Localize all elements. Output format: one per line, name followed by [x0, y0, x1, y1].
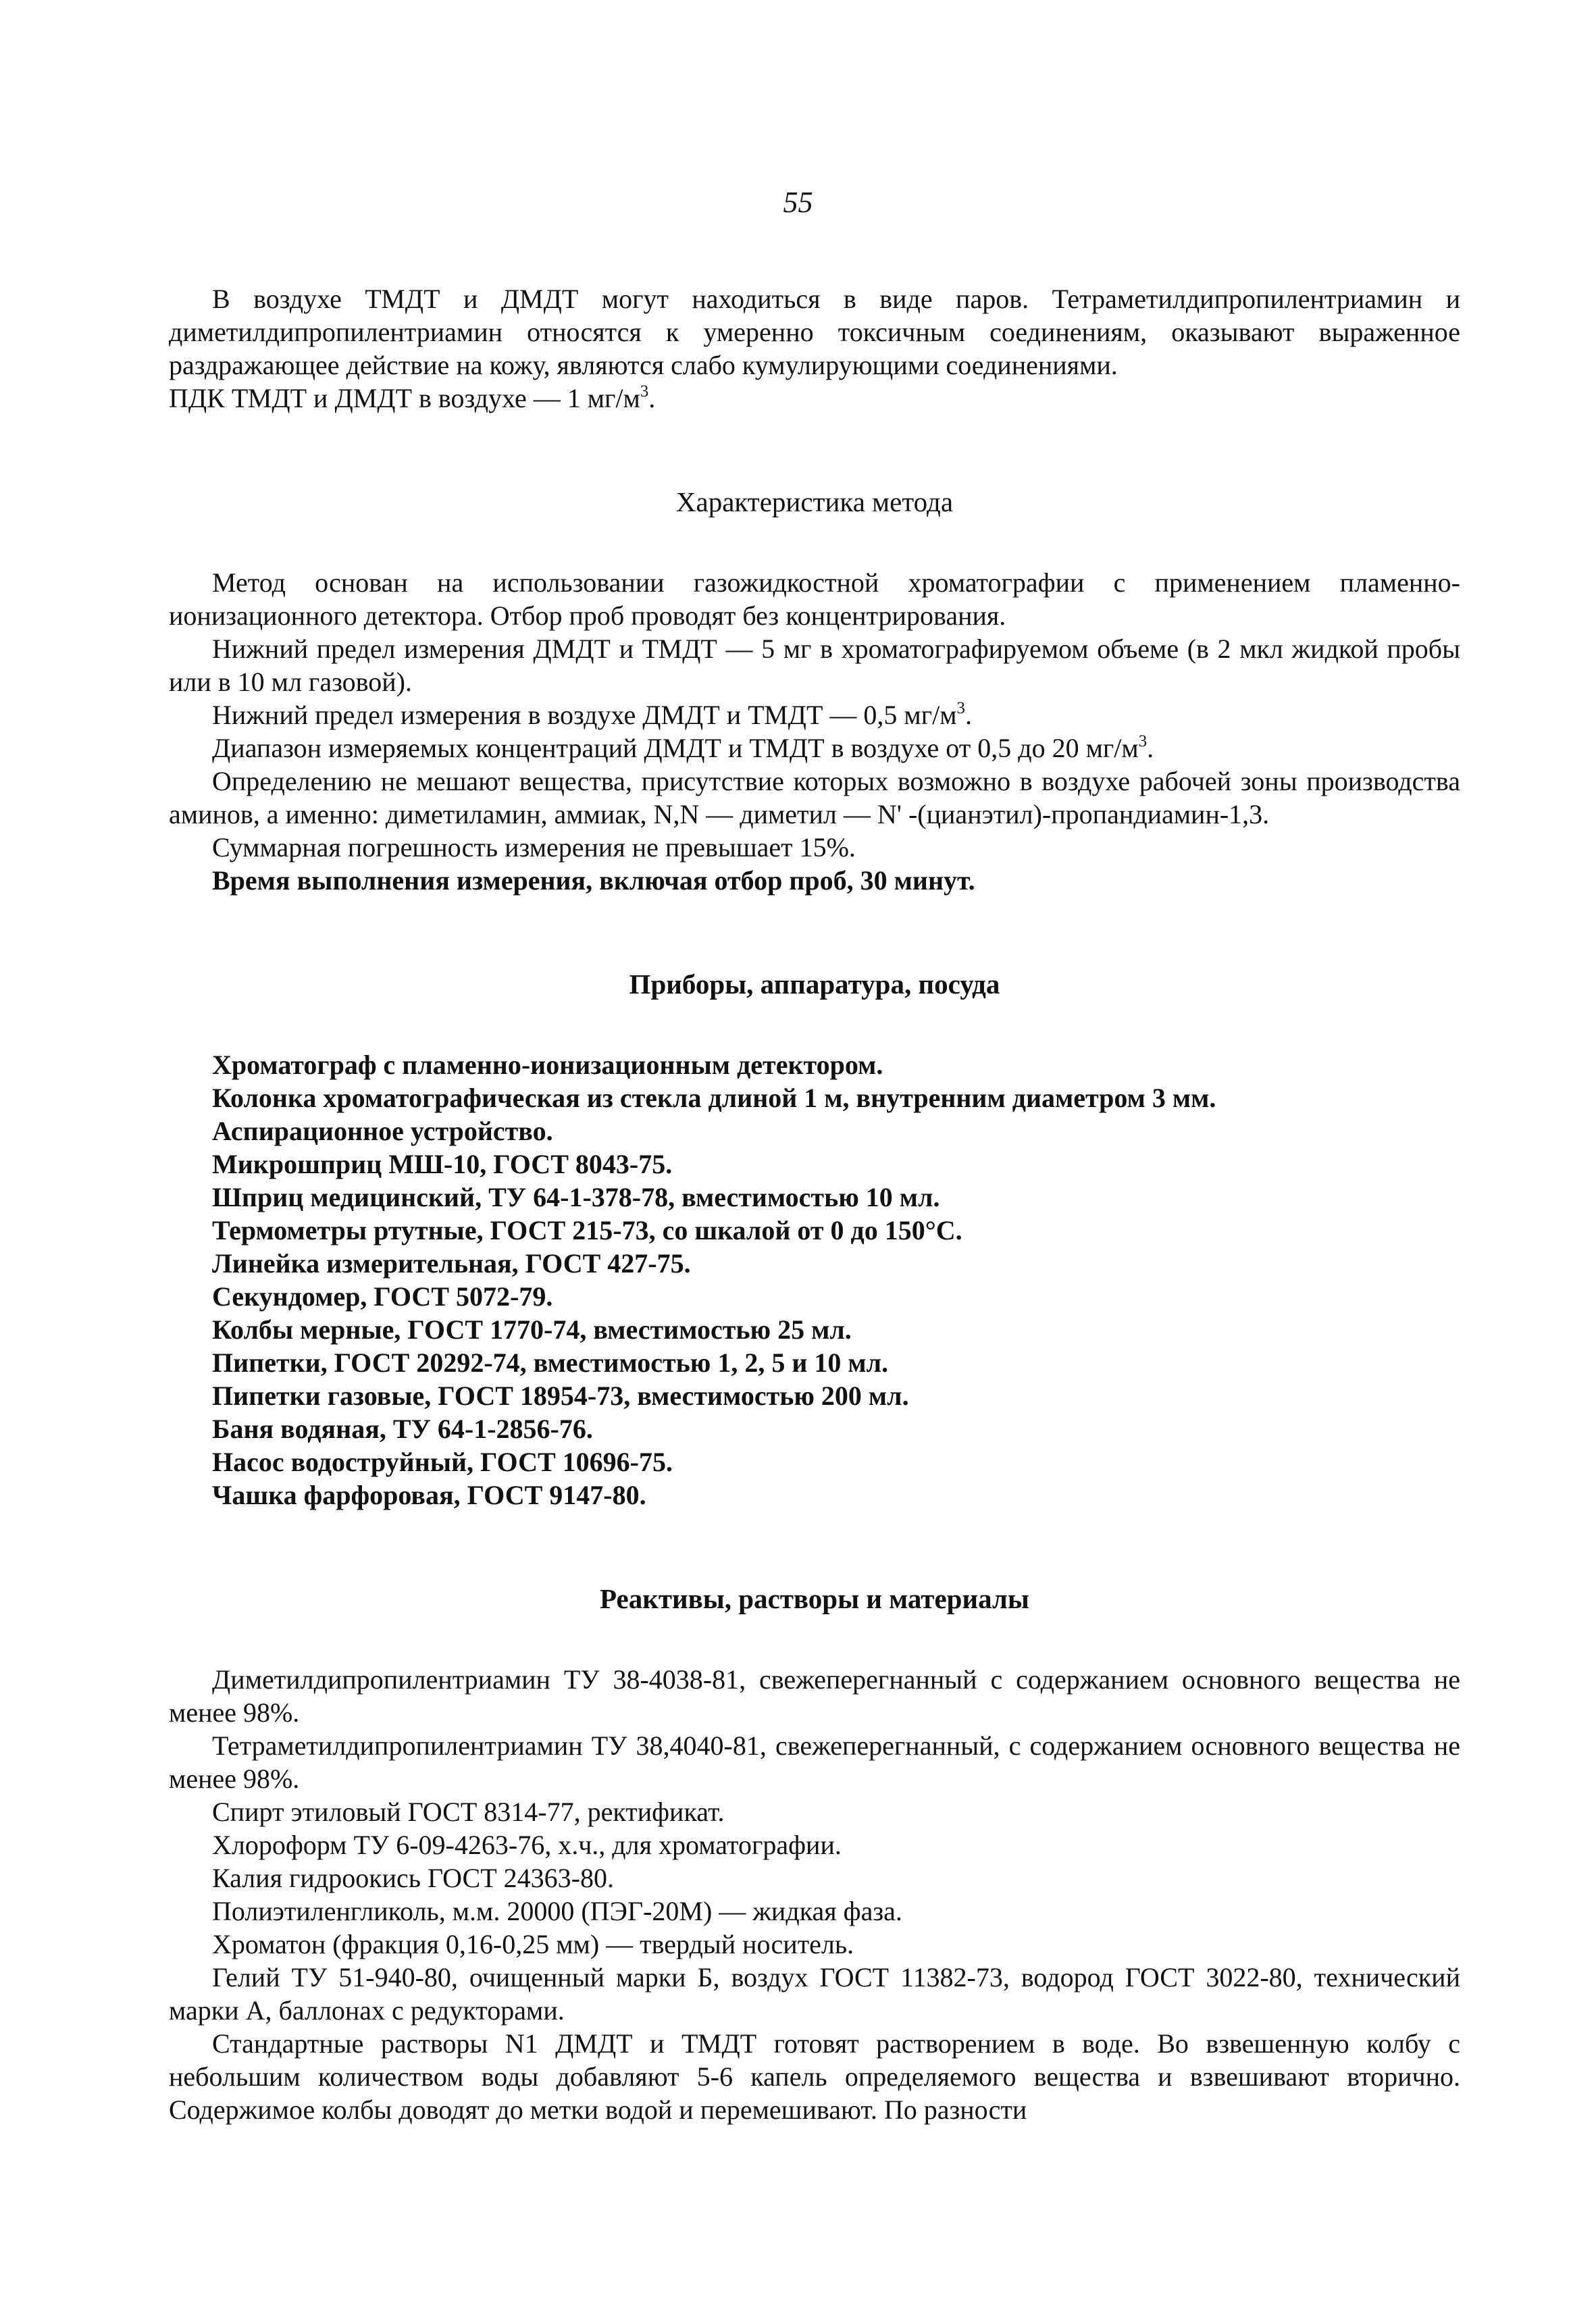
equipment-heading: Приборы, аппаратура, посуда	[629, 969, 1000, 1000]
equipment-item: Баня водяная, ТУ 64-1-2856-76.	[212, 1414, 593, 1444]
equipment-item: Линейка измерительная, ГОСТ 427-75.	[212, 1248, 691, 1279]
page-content	[169, 282, 1460, 2126]
method-p4-text: Диапазон измеряемых концентраций ДМДТ и ТМДТ в воздухе от 0,5 до 20 мг/м	[212, 733, 1139, 763]
method-p3-text: Нижний предел измерения в воздухе ДМДТ и ТМДТ — 0,5 мг/м	[212, 700, 957, 730]
equipment-item: Термометры ртутные, ГОСТ 215-73, со шкалой от 0 до 150°С.	[212, 1215, 962, 1245]
reagents-p1: Диметилдипропилентриамин ТУ 38-4038-81, свежеперегнанный с содержанием основного вещества не менее 98%.	[169, 1664, 1460, 1728]
page-number: 55	[783, 186, 813, 219]
equipment-item: Секундомер, ГОСТ 5072-79.	[212, 1281, 553, 1312]
equipment-item: Микрошприц МШ-10, ГОСТ 8043-75.	[212, 1149, 673, 1179]
method-p2: Нижний предел измерения ДМДТ и ТМДТ — 5 мг в хроматографируемом объеме (в 2 мкл жидкой пробы или в 10 мл газовой).	[169, 634, 1460, 697]
intro-pdk-text: ПДК ТМДТ и ДМДТ в воздухе — 1 мг/м	[169, 383, 640, 413]
reagents-p3: Спирт этиловый ГОСТ 8314-77, ректификат.	[212, 1797, 725, 1827]
reagents-p7: Хроматон (фракция 0,16-0,25 мм) — твердый носитель.	[212, 1929, 854, 1959]
equipment-item: Колбы мерные, ГОСТ 1770-74, вместимостью 25 мл.	[212, 1314, 852, 1345]
method-p4-sup: 3	[1138, 731, 1148, 750]
reagents-p2: Тетраметилдипропилентриамин ТУ 38,4040-81, свежеперегнанный, с содержанием основного вещества не менее 98%.	[169, 1730, 1460, 1794]
intro-pdk-sup: 3	[640, 382, 649, 401]
method-p4-end: .	[1147, 733, 1154, 763]
equipment-item: Чашка фарфоровая, ГОСТ 9147-80.	[212, 1480, 646, 1510]
equipment-item: Пипетки газовые, ГОСТ 18954-73, вместимостью 200 мл.	[212, 1381, 909, 1411]
equipment-list	[169, 1048, 1460, 1512]
equipment-item: Аспирационное устройство.	[212, 1116, 553, 1146]
reagents-heading: Реактивы, растворы и материалы	[600, 1583, 1029, 1614]
method-p3	[169, 698, 1460, 731]
reagents-p5: Калия гидроокись ГОСТ 24363-80.	[212, 1863, 614, 1893]
method-p5: Определению не мешают вещества, присутствие которых возможно в воздухе рабочей зоны производства аминов, а именно: диметиламин, аммиак, N,N — диметил — N' -(цианэтил)-пропандиамин-1,3.	[169, 766, 1460, 829]
intro-pdk-line	[169, 382, 1460, 415]
reagents-p4: Хлороформ ТУ 6-09-4263-76, х.ч., для хроматографии.	[212, 1830, 842, 1860]
method-p1: Метод основан на использовании газожидкостной хроматографии с применением пламенно-ионизационного детектора. Отбор проб проводят без концентрирования.	[169, 567, 1460, 631]
equipment-item: Колонка хроматографическая из стекла длиной 1 м, внутренним диаметром 3 мм.	[212, 1083, 1216, 1113]
equipment-item: Насос водоструйный, ГОСТ 10696-75.	[212, 1447, 673, 1477]
intro-paragraph: В воздухе ТМДТ и ДМДТ могут находиться в виде паров. Тетраметилдипропилентриамин и диметилдипропилентриамин относятся к умеренно токсичным соединениям, оказывают выраженное раздражающее действие на кожу, являются слабо кумулирующими соединениями.	[169, 284, 1460, 380]
reagents-p8: Гелий ТУ 51-940-80, очищенный марки Б, воздух ГОСТ 11382-73, водород ГОСТ 3022-80, технический марки А, баллонах с редукторами.	[169, 1962, 1460, 2026]
equipment-item: Шприц медицинский, ТУ 64-1-378-78, вместимостью 10 мл.	[212, 1182, 940, 1212]
method-p3-sup: 3	[956, 698, 965, 717]
method-p3-end: .	[964, 700, 972, 730]
reagents-p6: Полиэтиленгликоль, м.м. 20000 (ПЭГ-20М) — жидкая фаза.	[212, 1896, 902, 1926]
method-p6: Суммарная погрешность измерения не превышает 15%.	[212, 832, 856, 863]
reagents-p9: Стандартные растворы N1 ДМДТ и ТМДТ готовят растворением в воде. Во взвешенную колбу с небольшим количеством воды добавляют 5-6 капель определяемого вещества и взвешивают вторично. Содержимое колбы доводят до метки водой и перемешивают. По разности	[169, 2028, 1460, 2125]
method-p4	[169, 731, 1460, 765]
equipment-item: Пипетки, ГОСТ 20292-74, вместимостью 1, 2, 5 и 10 мл.	[212, 1347, 889, 1378]
intro-pdk-end: .	[648, 383, 656, 413]
method-heading: Характеристика метода	[675, 486, 954, 517]
method-p7: Время выполнения измерения, включая отбор проб, 30 минут.	[212, 865, 975, 896]
equipment-item: Хроматограф с пламенно-ионизационным детектором.	[212, 1050, 883, 1080]
